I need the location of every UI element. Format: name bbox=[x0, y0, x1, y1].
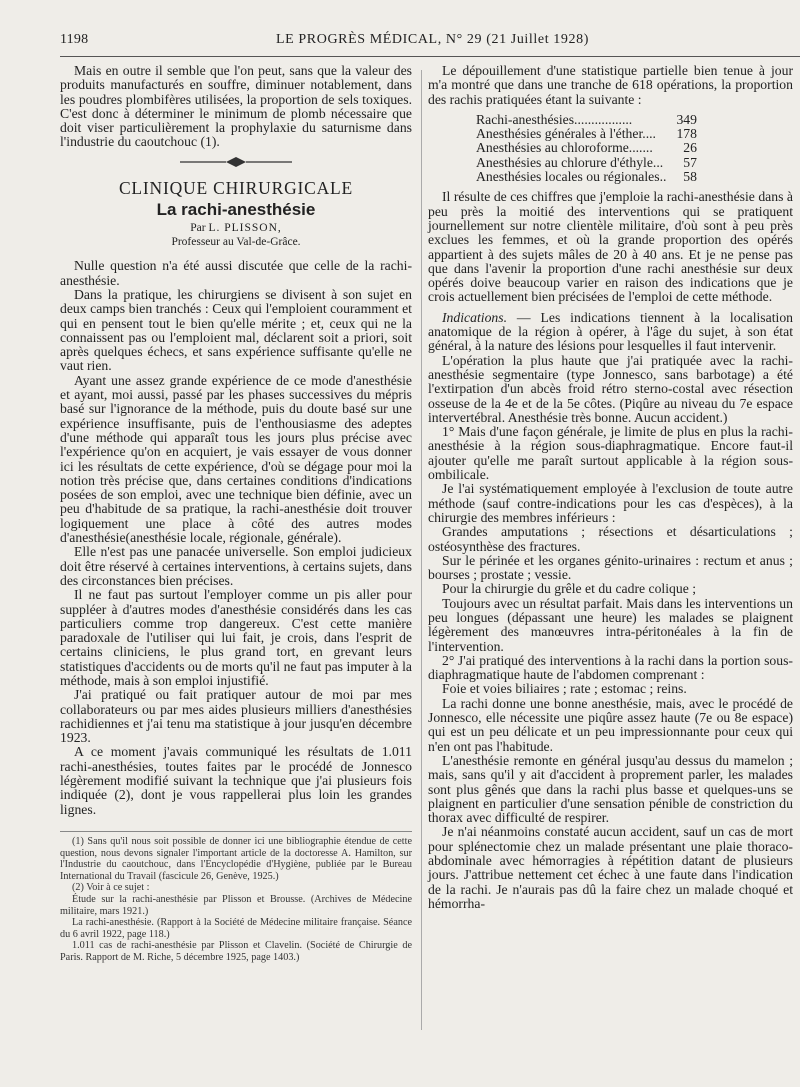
body-paragraph: Ayant une assez grande expérience de ce mode d'anesthésie et ayant, moi aussi, passé par les phases successives du mépris basé sur l'ignorance de la méthode, puis du doute basé sur une expérience insuffisante, puis de l'enthousiasme des adeptes d'une méthode qui apparaît tous les jours plus précise avec l'expérience qu'on en acquiert, je vais essayer de vous donner ici les résultats de cette expérience, d'où se dégage pour moi la notion très précise que, dans certaines conditions d'indications posées de son emploi, avec une technique bien définie, avec un peu d'habitude de sa pratique, la rachi-anesthésie doit trouver logiquement une place à côté des autres modes d'anesthésie(anesthésie locale, régionale, générale). bbox=[60, 372, 412, 546]
running-header bbox=[60, 32, 760, 54]
body-paragraph: Il ne faut pas surtout l'employer comme un pis aller pour suppléer à d'autres modes d'anesthésie considérés dans les cas particuliers comme trop dangereux. C'est cette manière paradoxale de l'utiliser qui lui fait, je crois, dans l'esprit de certains cliniciens, le plus grand tort, en grevant leurs statistiques d'accidents ou de morts qu'il ne faut pas imputer à la méthode, mais à son emploi injustifié. bbox=[60, 587, 412, 688]
body-paragraph: Je n'ai néanmoins constaté aucun accident, sauf un cas de mort pour splénectomie chez un malade présentant une plaie thoraco-abdominale avec hémorragies à répétition datant de plusieurs jours. J'attribue nettement cet échec à une faute dans l'indication de la rachi. Je n'aurais pas dû la faire chez un malade choqué et hémorrha- bbox=[428, 824, 793, 911]
stat-label: Anesthésies locales ou régionales.. bbox=[476, 169, 667, 185]
stat-value: 58 bbox=[683, 169, 697, 185]
footnote: Étude sur la rachi-anesthésie par Plisson et Brousse. (Archives de Médecine militaire, mars 1921.) bbox=[60, 893, 412, 917]
article-title: La rachi-anesthésie bbox=[156, 200, 316, 220]
stat-label: Anesthésies au chloroforme....... bbox=[476, 140, 653, 156]
page-number: 1198 bbox=[60, 32, 89, 47]
body-paragraph: Nulle question n'a été aussi discutée que celle de la rachi-anesthésie. bbox=[60, 258, 412, 288]
stat-value: 26 bbox=[683, 140, 697, 156]
stat-label: Rachi-anesthésies................. bbox=[476, 111, 633, 127]
body-paragraph: J'ai pratiqué ou fait pratiquer autour de moi par mes collaborateurs ou par mes aides plusieurs milliers d'anesthésies rachidiennes et j'ai tenu ma statistique à jour jusqu'en décembre 1923. bbox=[60, 687, 412, 746]
body-paragraph: Elle n'est pas une panacée universelle. Son emploi judicieux doit être réservé à certaines interventions, à certains sujets, dans des circonstances bien précises. bbox=[60, 544, 412, 588]
body-paragraph: Sur le périnée et les organes génito-urinaires : rectum et anus ; bourses ; prostate ; vessie. bbox=[428, 552, 793, 583]
left-column bbox=[60, 64, 412, 963]
author-name: L. PLISSON, bbox=[208, 222, 282, 235]
body-paragraph: 1° Mais d'une façon générale, je limite de plus en plus la rachi-anesthésie à la région sous-diaphragmatique. Encore faut-il ajouter qu'elle me paraît surtout applicable à la région sous-ombilicale. bbox=[428, 424, 793, 483]
running-title: LE PROGRÈS MÉDICAL, N° 29 (21 Juillet 1928) bbox=[276, 32, 589, 47]
body-paragraph: A ce moment j'avais communiqué les résultats de 1.011 rachi-anesthésies, toutes faites par le procédé de Jonnesco légèrement modifié suivant la technique que j'ai plusieurs fois indiquée (2), dont je vous rappellerai plus loin les grandes lignes. bbox=[60, 744, 412, 817]
stat-value: 57 bbox=[683, 154, 697, 170]
anesthesia-stats-table bbox=[476, 113, 697, 184]
body-paragraph: La rachi donne une bonne anesthésie, mais, avec le procédé de Jonnesco, elle nécessite une piqûre assez haute (7e ou 8e espace) qui est un peu délicate et un peu impressionnante pour ceux qui n'en ont pas l'habitude. bbox=[428, 695, 793, 754]
author-affiliation: Professeur au Val-de-Grâce. bbox=[171, 236, 301, 249]
stat-value: 178 bbox=[676, 126, 697, 142]
footnote: (2) Voir à ce sujet : bbox=[72, 882, 150, 894]
column-divider bbox=[421, 70, 422, 1030]
body-paragraph: 2° J'ai pratiqué des interventions à la rachi dans la portion sous-diaphragmatique haute de l'abdomen comprenant : bbox=[428, 652, 793, 683]
intro-paragraph: Mais en outre il semble que l'on peut, sans que la valeur des produits manufacturés en souffre, diminuer notablement, dans les poudres plombifères utilisées, la proportion de sels toxiques. C'est donc à déterminer le minimum de plomb nécessaire que doit viser particulièrement la prophylaxie du saturnisme dans l'industrie du caoutchouc (1). bbox=[60, 63, 412, 150]
indications-lead: Indications. bbox=[442, 309, 508, 325]
ornament-divider bbox=[60, 153, 412, 171]
body-paragraph: Je l'ai systématiquement employée à l'exclusion de toute autre méthode (sauf contre-indications pour les cas d'espèces), à la chirurgie des membres inférieurs : bbox=[428, 481, 793, 525]
table-row bbox=[476, 127, 697, 141]
stat-label: Anesthésies au chlorure d'éthyle... bbox=[476, 154, 664, 170]
body-paragraph: Toujours avec un résultat parfait. Mais dans les interventions un peu longues (dépassant une heure) les malades se plaignent légèrement des manœuvres intra-péritonéales à la fin de l'intervention. bbox=[428, 595, 793, 654]
footnote: 1.011 cas de rachi-anesthésie par Plisson et Clavelin. (Société de Chirurgie de Paris. Rapport de M. Riche, 5 décembre 1925, page 1403.) bbox=[60, 940, 412, 963]
footnotes bbox=[60, 831, 412, 964]
indications-text: — Les indications tiennent à la localisation anatomique de la région à opérer, à l'âge du sujet, à son état général, à la nature des lésions pour lesquelles il faut intervenir. bbox=[428, 309, 794, 354]
body-paragraph: Grandes amputations ; résections et désarticulations ; ostéosynthèse des fractures. bbox=[428, 524, 793, 554]
byline bbox=[60, 221, 412, 235]
table-row bbox=[476, 156, 697, 170]
body-paragraph: L'anesthésie remonte en général jusqu'au dessus du mamelon ; mais, sans qu'il y ait d'accident à proprement parler, les malades sont plus gênés que dans la rachi plus basse et quelques-uns se plaignent en particulier d'une sensation pénible de constriction du thorax avec difficulté de respirer. bbox=[428, 752, 793, 826]
right-column bbox=[428, 64, 793, 911]
table-row bbox=[476, 141, 697, 155]
stats-intro: Le dépouillement d'une statistique partielle bien tenue à jour m'a montré que dans une tranche de 618 opérations, la proportion des rachis pratiquées étant la suivante : bbox=[428, 63, 793, 107]
body-paragraph: Pour la chirurgie du grêle et du cadre colique ; bbox=[442, 581, 697, 597]
section-heading: CLINIQUE CHIRURGICALE bbox=[118, 177, 354, 198]
header-rule bbox=[60, 56, 800, 57]
indications-paragraph bbox=[428, 311, 793, 354]
body-paragraph: Foie et voies biliaires ; rate ; estomac ; reins. bbox=[442, 681, 687, 697]
table-row bbox=[476, 170, 697, 184]
footnote: La rachi-anesthésie. (Rapport à la Société de Médecine militaire française. Séance du 6 avril 1922, page 118.) bbox=[60, 917, 412, 940]
body-paragraph: Il résulte de ces chiffres que j'emploie la rachi-anesthésie dans à peu près la moitié des interventions qui se pratiquent journellement sur notre clientèle militaire, d'où sont à peu près exclues les femmes, et où la grande proportion des opérés appartient à des sujets mâles de 20 à 40 ans. Et je ne pense pas que dans l'avenir la proportion d'une rachi anesthésie sur deux opérés doive beaucoup varier en raison des indications que je crois actuellement bien précisées de l'emploi de cette méthode. bbox=[428, 189, 793, 305]
body-paragraph: Dans la pratique, les chirurgiens se divisent à son sujet en deux camps bien tranchés : Ceux qui l'emploient couramment et qui en pensent tout le bien qu'elle mérite ; et, ceux qui ne la connaissent pas ou l'emploient mal, déclarent soit a priori, soit après quelques échecs, et sans expérience suffisante qu'elle ne vaut rien. bbox=[60, 286, 412, 374]
stat-value: 349 bbox=[676, 111, 697, 127]
body-paragraph: L'opération la plus haute que j'ai pratiquée avec la rachi-anesthésie segmentaire (type Jonnesco, sans barbotage) a été l'extirpation d'un abcès froid rétro sterno-costal avec résection osseuse de la 4e et de la 5e côtes. (Piqûre au niveau du 7e espace intervertébral. Anesthésie très bonne. Aucun accident.) bbox=[428, 352, 793, 425]
table-row bbox=[476, 113, 697, 127]
byline-prefix: Par bbox=[190, 222, 206, 235]
stat-label: Anesthésies générales à l'éther.... bbox=[476, 126, 656, 142]
footnote: (1) Sans qu'il nous soit possible de donner ici une bibliographie étendue de cette question, nous devons signaler l'important article de la doctoresse A. Hamilton, sur l'Industrie du caoutchouc, dans l'Encyclopédie d'Hygiène, publiée par le Bureau International du Travail (fascicule 26, Genève, 1925.) bbox=[60, 835, 412, 882]
